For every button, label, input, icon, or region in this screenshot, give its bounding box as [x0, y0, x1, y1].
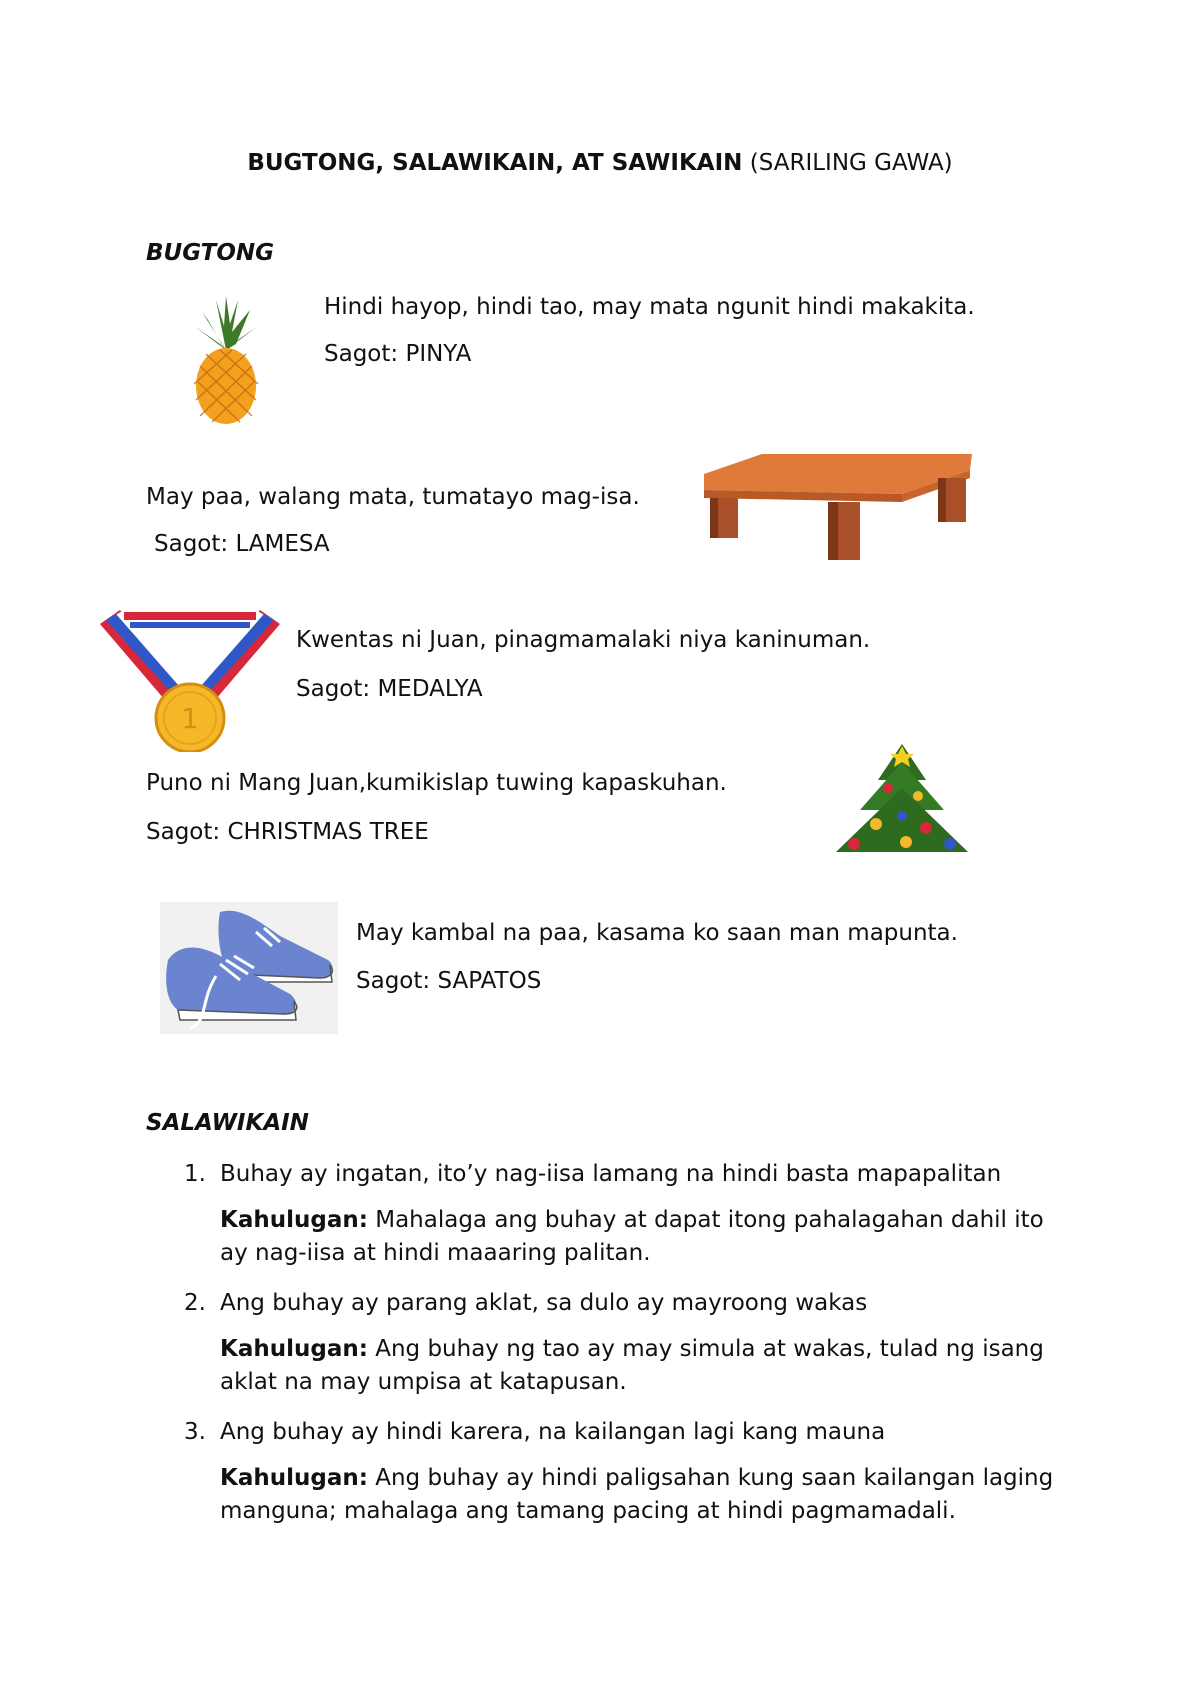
salawikain-2-meaning: [220, 1333, 1070, 1399]
riddle-5-text: May kambal na paa, kasama ko saan man mapunta.: [356, 920, 958, 946]
table-icon: [702, 450, 974, 568]
pineapple-icon: [186, 296, 266, 424]
salawikain-1-meaning: [220, 1204, 1070, 1270]
salawikain-2-meaning-text: Ang buhay ng tao ay may simula at wakas, tulad ng isang aklat na may umpisa at katapusan.: [220, 1336, 1044, 1395]
salawikain-2-number: 2.: [184, 1290, 206, 1316]
salawikain-1-saying: Buhay ay ingatan, ito’y nag-iisa lamang na hindi basta mapapalitan: [220, 1161, 1002, 1187]
salawikain-3-number: 3.: [184, 1419, 206, 1445]
medal-icon: [100, 610, 280, 752]
riddle-5-answer: Sagot: SAPATOS: [356, 968, 542, 994]
bugtong-heading: BUGTONG: [146, 240, 275, 266]
meaning-label: Kahulugan:: [220, 1336, 368, 1362]
riddle-3-text: Kwentas ni Juan, pinagmamalaki niya kaninuman.: [296, 627, 871, 653]
salawikain-2-saying: Ang buhay ay parang aklat, sa dulo ay mayroong wakas: [220, 1290, 868, 1316]
salawikain-3-meaning: [220, 1462, 1070, 1528]
riddle-1-answer: Sagot: PINYA: [324, 341, 472, 367]
riddle-2-text: May paa, walang mata, tumatayo mag-isa.: [146, 484, 640, 510]
medal-number: 1: [181, 702, 199, 735]
title-bold: BUGTONG, SALAWIKAIN, AT SAWIKAIN: [247, 150, 743, 176]
salawikain-1-number: 1.: [184, 1161, 206, 1187]
salawikain-3-meaning-text: Ang buhay ay hindi paligsahan kung saan kailangan laging manguna; mahalaga ang tamang pacing at hindi pagmamadali.: [220, 1465, 1054, 1524]
christmas-tree-icon: [826, 740, 978, 860]
riddle-4-answer: Sagot: CHRISTMAS TREE: [146, 819, 429, 845]
riddle-2-answer: Sagot: LAMESA: [154, 531, 330, 557]
riddle-1-text: Hindi hayop, hindi tao, may mata ngunit hindi makakita.: [324, 294, 975, 320]
salawikain-heading: SALAWIKAIN: [146, 1110, 309, 1136]
meaning-label: Kahulugan:: [220, 1465, 368, 1491]
riddle-3-answer: Sagot: MEDALYA: [296, 676, 483, 702]
salawikain-3-saying: Ang buhay ay hindi karera, na kailangan lagi kang mauna: [220, 1419, 886, 1445]
meaning-label: Kahulugan:: [220, 1207, 368, 1233]
page-title: [0, 146, 1200, 180]
title-rest: (SARILING GAWA): [749, 150, 953, 176]
salawikain-1-meaning-text: Mahalaga ang buhay at dapat itong pahalagahan dahil ito ay nag-iisa at hindi maaaring palitan.: [220, 1207, 1044, 1266]
riddle-4-text: Puno ni Mang Juan,kumikislap tuwing kapaskuhan.: [146, 770, 727, 796]
shoes-icon: [160, 902, 338, 1034]
